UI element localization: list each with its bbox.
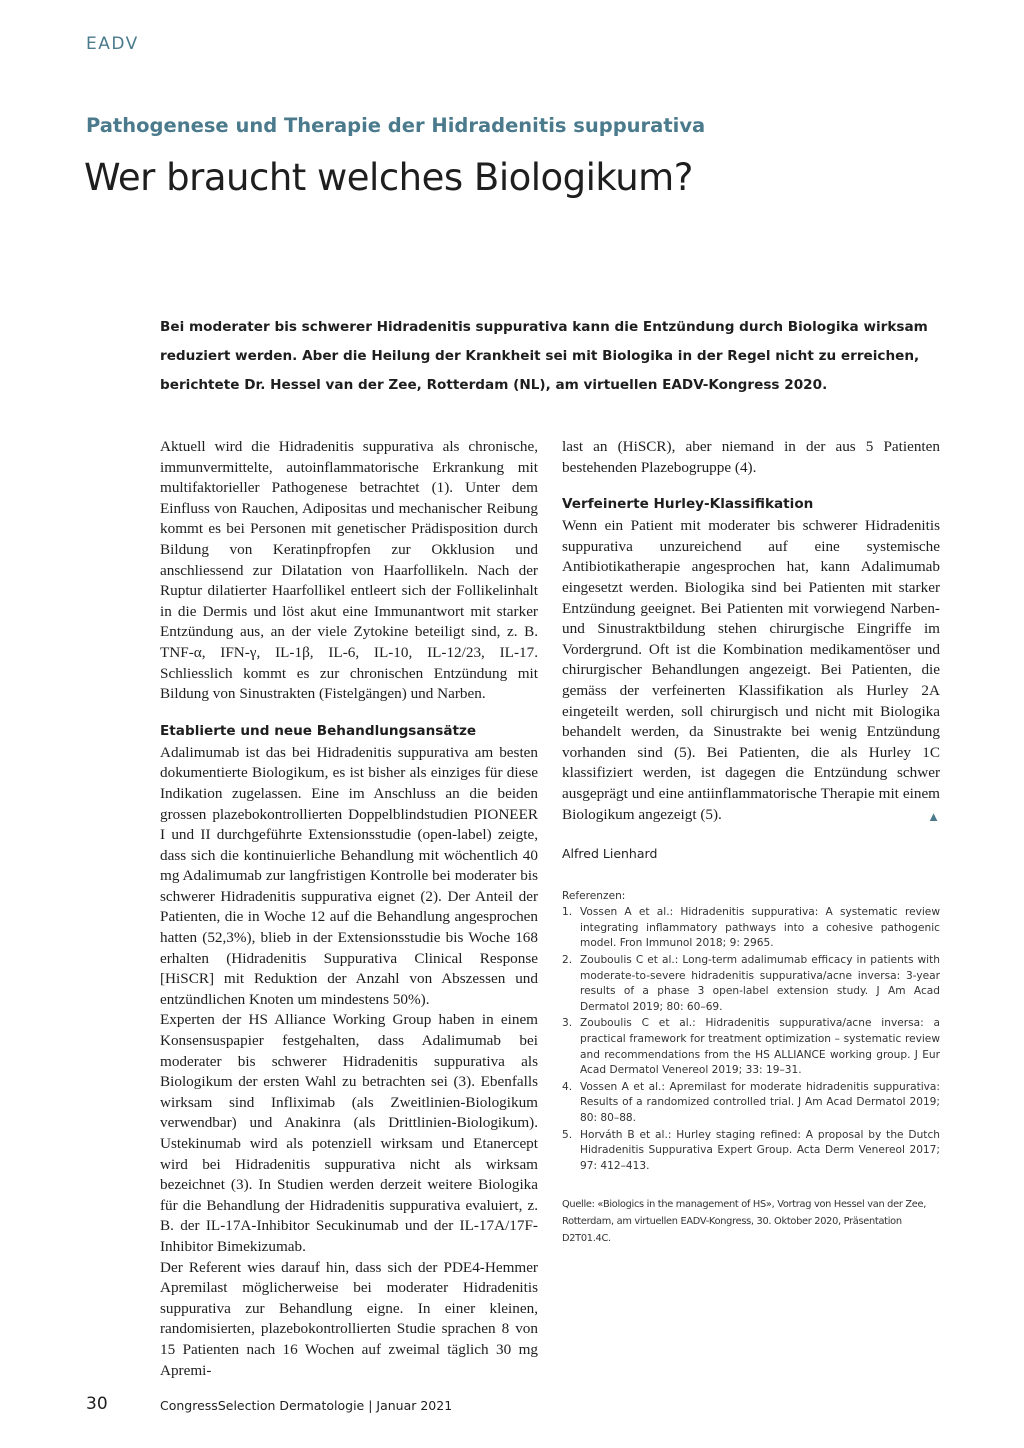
source-note: Quelle: «Biologics in the management of HS», Vortrag von Hessel van der Zee, Rotterdam, am virtuellen EADV-Kongress, 30. Oktober 2020, Präsentation D2T01.4C.: [562, 1199, 927, 1245]
left-column: [160, 437, 538, 1381]
page-number: 30: [86, 1394, 108, 1414]
reference-item: [562, 905, 940, 952]
article-kicker: Pathogenese und Therapie der Hidradenitis suppurativa: [86, 114, 706, 137]
reference-text: Zouboulis C et al.: Hidradenitis suppurativa/acne inversa: a practical framework for treatment optimization – systematic review and recommendations from the HS ALLIANCE working group. J Eur Acad Dermatol Venereol 2019; 33: 19–31.: [580, 1017, 940, 1077]
reference-text: Horváth B et al.: Hurley staging refined: A proposal by the Dutch Hidradenitis Suppurativa Expert Group. Acta Derm Venereol 2017; 97: 412–413.: [580, 1128, 940, 1172]
author-name: Alfred Lienhard: [562, 846, 658, 862]
reference-item: [562, 1128, 940, 1175]
body-text: Wenn ein Patient mit moderater bis schwerer Hidradenitis suppurativa unzureichend auf eine systemische Antibiotikatherapie angesprochen hat, kann Adalimumab eingesetzt werden. Biologika sind bei Patienten mit starker Entzündung geeignet. Bei Patienten mit vorwiegend Narben- und Sinustraktbildung stehen chirurgische Eingriffe im Vordergrund. Oft ist die Kombination medikamentöser und chirurgischer Behandlungen angezeigt. Bei Patienten, die gemäss der verfeinerten Klassifikation als Hurley 2A eingeteilt werden, soll chirurgisch und nicht mit Biologika behandelt werden, da Sinustrakte bei wenig Entzündung vorhanden sind (5). Bei Patienten, die als Hurley 1C klassifiziert werden, ist dagegen die Entzündung schwer ausgeprägt und eine antiinflammatorische Therapie mit einem Biologikum angezeigt (5).: [562, 517, 940, 823]
publication-footer: CongressSelection Dermatologie | Januar 2021: [160, 1398, 453, 1413]
section-heading: Verfeinerte Hurley-Klassifikation: [562, 496, 814, 513]
references-heading: Referenzen:: [562, 889, 626, 902]
body-paragraph: last an (HiSCR), aber niemand in der aus 5 Patienten bestehenden Plazebogruppe (4).: [562, 438, 940, 476]
body-paragraph: Aktuell wird die Hidradenitis suppurativa als chronische, immunvermittelte, autoinflammatorische Erkrankung mit multifaktorieller Pathogenese betrachtet (1). Unter dem Einfluss von Rauchen, Adipositas und mechanischer Reibung kommt es bei Personen mit genetischer Prädisposition durch Bildung von Keratinpfropfen zur Okklusion und anschliessend zur Dilatation von Haarfollikeln. Nach der Ruptur dilatierter Haarfollikel entleert sich der Follikelinhalt in die Dermis und löst akut eine Immunantwort mit starker Entzündung aus, an der viele Zytokine beteiligt sind, z. B. TNF-α, IFN-γ, IL-1β, IL-6, IL-10, IL-12/23, IL-17. Schliesslich kommt es zur chronischen Entzündung mit Bildung von Sinustrakten (Fistelgängen) und Narben.: [160, 438, 538, 703]
body-paragraph: Der Referent wies darauf hin, dass sich der PDE4-Hemmer Apremilast möglicherweise bei moderater Hidradenitis suppurativa zur Behandlung eigne. In einer kleinen, randomisierten, plazebokontrollierten Studie sprachen 8 von 15 Patienten nach 16 Wochen auf zweimal täglich 30 mg Apremi-: [160, 1258, 538, 1379]
body-paragraph: Experten der HS Alliance Working Group haben in einem Konsensuspapier festgehalten, dass Adalimumab bei moderater bis schwerer Hidradenitis suppurativa als Biologikum der ersten Wahl zu betrachten sei (3). Ebenfalls wirksam sind Infliximab (als Zweitlinien-Biologikum verwendbar) und Anakinra (als Drittlinien-Biologikum). Ustekinumab wird als potenziell wirksam und Etanercept wird bei Hidradenitis suppurativa nicht als wirksam bezeichnet (3). In Studien werden derzeit weitere Biologika für die Behandlung der Hidradenitis suppurativa evaluiert, z. B. der IL-17A-Inhibitor Secukinumab und der IL-17A/17F-Inhibitor Bimekizumab.: [160, 1011, 538, 1255]
article-lead: Bei moderater bis schwerer Hidradenitis suppurativa kann die Entzündung durch Biologika wirksam reduziert werden. Aber die Heilung der Krankheit sei mit Biologika in der Regel nicht zu erreichen, berichtete Dr. Hessel van der Zee, Rotterdam (NL), am virtuellen EADV-Kongress 2020.: [160, 319, 928, 393]
reference-number: 5.: [562, 1128, 573, 1141]
reference-number: 1.: [562, 906, 573, 919]
reference-text: Vossen A et al.: Apremilast for moderate hidradenitis suppurativa: Results of a randomized controlled trial. J Am Acad Dermatol 2019; 80: 80–88.: [580, 1080, 940, 1124]
body-paragraph: Adalimumab ist das bei Hidradenitis suppurativa am besten dokumentierte Biologikum, es ist bisher als einziges für diese Indikation zugelassen. Eine im Anschluss an die beiden grossen plazebokontrollierten Doppelblindstudien PIONEER I und II durchgeführte Extensionsstudie (open-label) zeigte, dass sich die kontinuierliche Behandlung mit wöchentlich 40 mg Adalimumab zur langfristigen Kontrolle bei moderater bis schwerer Hidradenitis suppurativa eignet (2). Der Anteil der Patienten, die in Woche 12 auf die Behandlung angesprochen hatten (52,3%), blieb in der Extensionsstudie bis Woche 168 erhalten (Hidradenitis Suppurativa Clinical Response [HiSCR] mit Reduktion der Anzahl von Abszessen und entzündlichen Knoten um mindestens 50%).: [160, 743, 538, 1008]
reference-number: 2.: [562, 954, 573, 967]
references: [562, 889, 940, 1175]
section-heading: Etablierte und neue Behandlungsansätze: [160, 722, 477, 739]
reference-text: Zouboulis C et al.: Long-term adalimumab efficacy in patients with moderate-to-severe hidradenitis suppurativa/acne inversa: 3-year results of a phase 3 open-label extension study. J Am Acad Dermatol 2019; 80: 60–69.: [580, 954, 940, 1013]
reference-text: Vossen A et al.: Hidradenitis suppurativa: A systematic review integrating inflammatory pathways into a cohesive pathogenic model. Fron Immunol 2018; 9: 2965.: [580, 906, 940, 950]
reference-item: [562, 1016, 940, 1078]
body-paragraph: [562, 516, 940, 825]
reference-item: [562, 1080, 940, 1127]
reference-item: [562, 953, 940, 1015]
reference-number: 4.: [562, 1080, 573, 1093]
right-column: [562, 437, 940, 1247]
end-triangle-icon: ▲: [927, 808, 940, 824]
reference-number: 3.: [562, 1017, 573, 1030]
article-title: Wer braucht welches Biologikum?: [84, 156, 693, 199]
section-label: EADV: [86, 34, 139, 54]
